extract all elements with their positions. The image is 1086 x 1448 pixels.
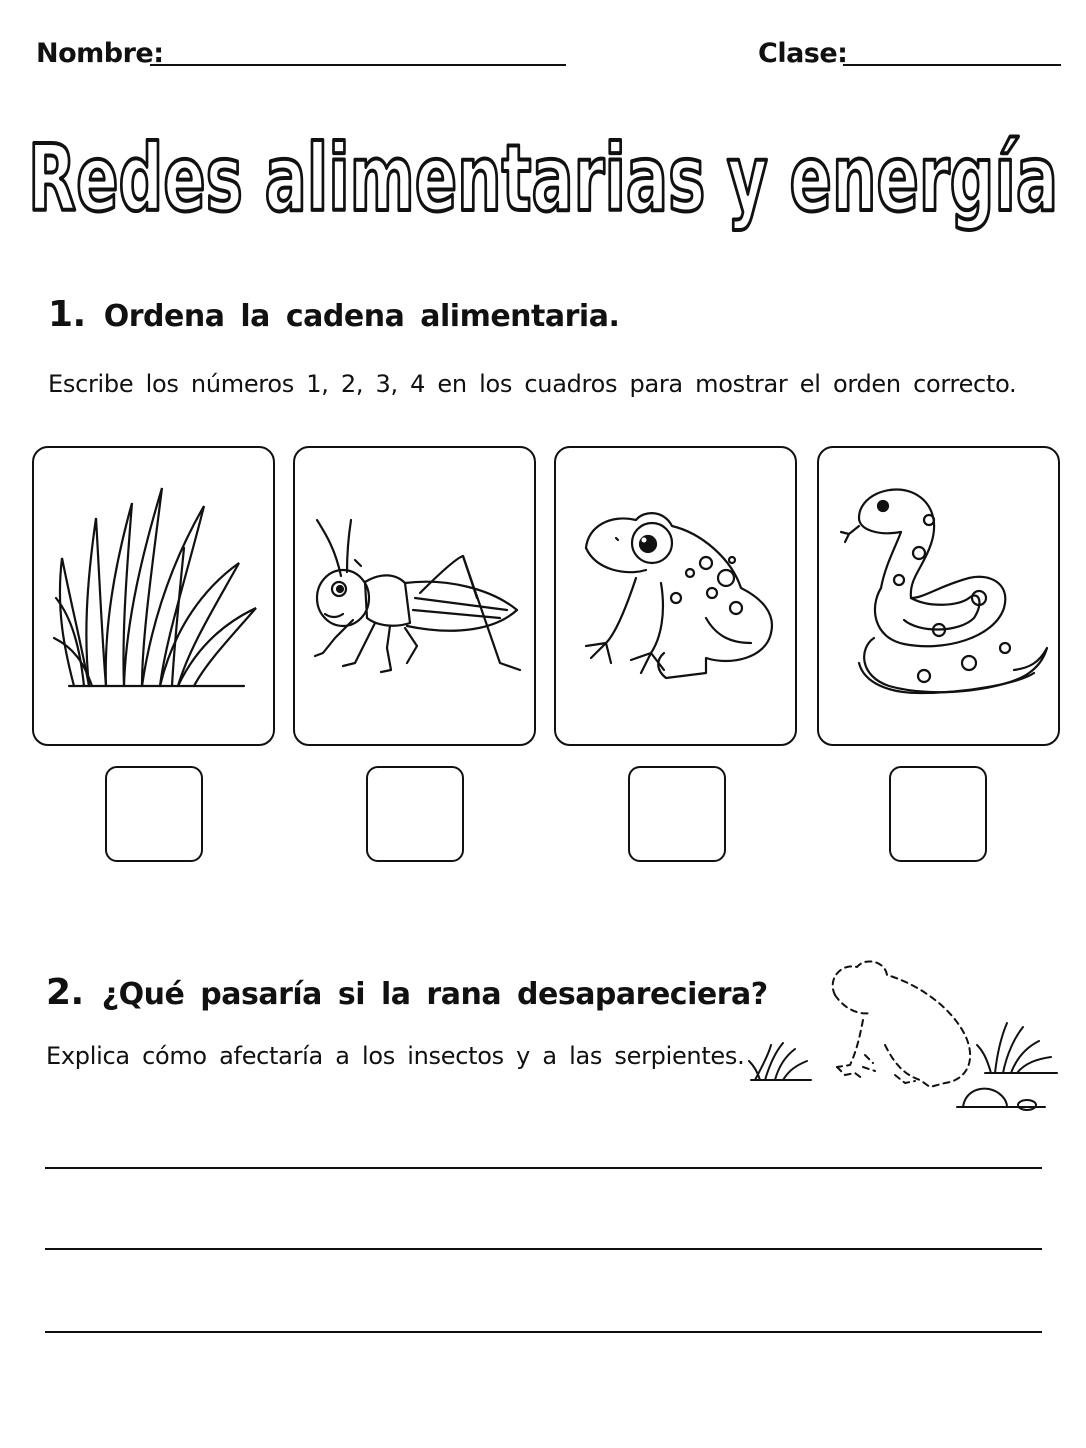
dashed-frog-outline-icon (745, 955, 1065, 1125)
answer-box-grass[interactable] (105, 766, 203, 862)
card-snake (817, 446, 1060, 746)
class-field[interactable] (843, 64, 1061, 66)
answer-box-frog[interactable] (628, 766, 726, 862)
answer-box-grasshopper[interactable] (366, 766, 464, 862)
section1-instruction: Escribe los números 1, 2, 3, 4 en los cuadros para mostrar el orden correcto. (48, 370, 1017, 398)
grasshopper-icon (295, 448, 538, 748)
section2-heading-text: ¿Qué pasaría si la rana desapareciera? (101, 977, 768, 1012)
answer-line-3[interactable] (45, 1331, 1042, 1333)
snake-icon (819, 448, 1062, 748)
section1-heading-text: Ordena la cadena alimentaria. (103, 299, 620, 334)
class-label: Clase: (758, 38, 848, 69)
answer-line-1[interactable] (45, 1167, 1042, 1169)
card-frog (554, 446, 797, 746)
name-field[interactable] (150, 64, 566, 66)
page-title (0, 100, 1086, 250)
name-label: Nombre: (36, 38, 164, 69)
answer-line-2[interactable] (45, 1248, 1042, 1250)
frog-icon (556, 448, 799, 748)
section2-instruction: Explica cómo afectaría a los insectos y a las serpientes. (46, 1042, 745, 1070)
card-grasshopper (293, 446, 536, 746)
section2-heading (46, 972, 768, 1013)
card-grass (32, 446, 275, 746)
answer-box-snake[interactable] (889, 766, 987, 862)
section1-heading (48, 294, 619, 335)
page-title-text: Redes alimentarias y energía (28, 125, 1058, 232)
section1-number: 1. (48, 294, 86, 335)
grass-icon (34, 448, 277, 748)
section2-number: 2. (46, 972, 84, 1013)
